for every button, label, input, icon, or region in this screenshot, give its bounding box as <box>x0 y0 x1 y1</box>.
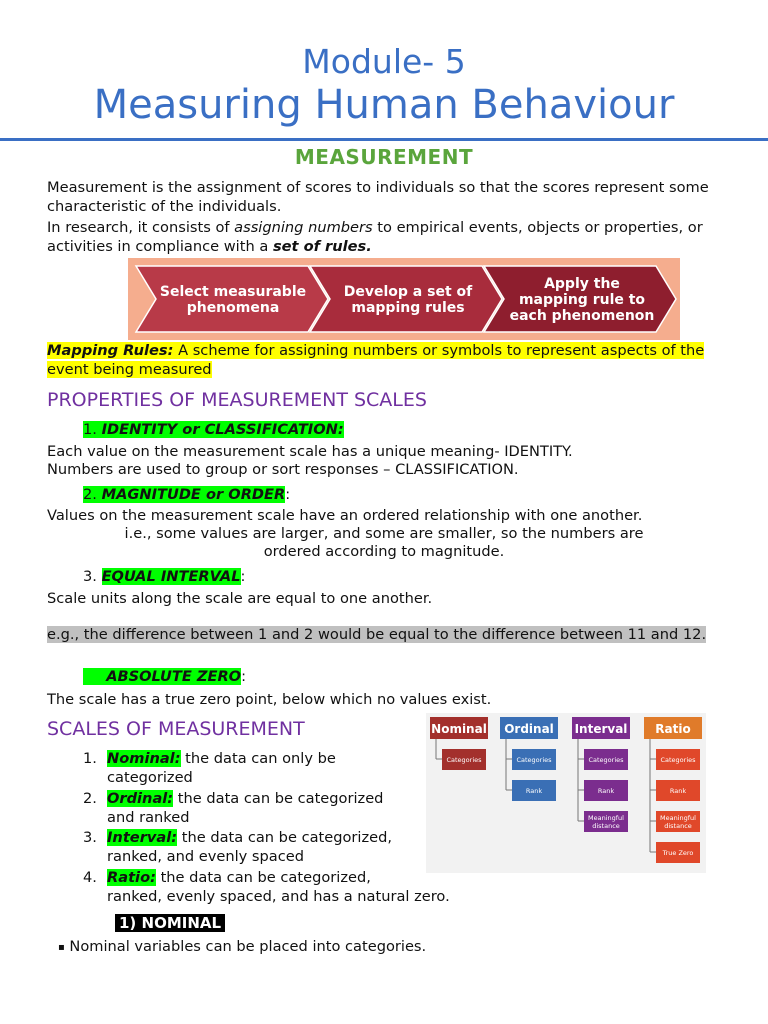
property-1-title: IDENTITY or CLASSIFICATION: <box>101 421 344 438</box>
flow-step-2-label: Develop a set of mapping rules <box>343 284 473 316</box>
intro-paragraph-1: Measurement is the assignment of scores to individuals so that the scores represent some characteristic of the individuals. <box>47 179 709 215</box>
property-3-number: 3. <box>83 568 97 585</box>
property-4-line-1: The scale has a true zero point, below which no values exist. <box>47 691 492 708</box>
ratio-item-label: True Zero <box>662 849 694 857</box>
scales-heading: SCALES OF MEASUREMENT <box>47 718 305 740</box>
mapping-rules <box>47 342 737 379</box>
scale-1-desc-2: categorized <box>107 768 193 786</box>
interval-item-label: distance <box>592 822 620 830</box>
nominal-header-label: Nominal <box>431 722 487 736</box>
flow-step-1-label: Select measurable phenomena <box>159 284 307 316</box>
scale-4-name: Ratio: <box>107 869 156 886</box>
bullet-square-icon: ▪ <box>58 942 65 953</box>
scale-item-ratio <box>83 869 503 906</box>
property-2-title: MAGNITUDE or ORDER <box>101 486 286 503</box>
ratio-header-label: Ratio <box>655 722 691 736</box>
property-2-line-3: ordered according to magnitude. <box>263 543 505 560</box>
ordinal-header-label: Ordinal <box>504 722 554 736</box>
property-2-number: 2. <box>83 486 97 503</box>
property-4-title: ABSOLUTE ZERO <box>106 668 242 685</box>
nominal-bullet <box>58 938 426 958</box>
scales-diagram <box>426 713 706 873</box>
scale-3-name: Interval: <box>107 829 178 846</box>
scale-2-name: Ordinal: <box>107 790 174 807</box>
ordinal-item-label: Categories <box>516 756 552 764</box>
interval-header-label: Interval <box>574 722 628 736</box>
property-1-line-2: Numbers are used to group or sort responses – CLASSIFICATION. <box>47 461 519 478</box>
ordinal-item-label: Rank <box>525 787 543 795</box>
scale-2-number: 2. <box>83 790 97 807</box>
module-label: Module- 5 <box>302 42 466 81</box>
scale-1-name: Nominal: <box>107 750 181 767</box>
scales-diagram-svg <box>426 713 706 873</box>
nominal-heading <box>115 914 225 932</box>
property-1-number: 1. <box>83 421 97 438</box>
ratio-item-label: Categories <box>660 756 696 764</box>
scale-item-nominal <box>83 750 423 787</box>
scale-4-number: 4. <box>83 869 97 886</box>
title-divider <box>0 138 768 141</box>
property-2-heading: 2. MAGNITUDE or ORDER: <box>83 486 291 503</box>
intro-p2-c: to empirical events, objects or properties, or activities in compliance with a <box>47 219 703 255</box>
ratio-item-label: distance <box>664 822 692 830</box>
property-3-line-1: Scale units along the scale are equal to one another. <box>47 590 433 607</box>
scale-3-desc-1: the data can be categorized, <box>177 829 393 846</box>
nominal-heading-text: 1) NOMINAL <box>115 914 225 932</box>
property-3-heading: 3. EQUAL INTERVAL: <box>83 568 246 585</box>
property-2-line-1: Values on the measurement scale have an ordered relationship with one another. <box>47 507 643 524</box>
mapping-rules-label: Mapping Rules: <box>47 342 174 359</box>
scale-1-number: 1. <box>83 750 97 767</box>
property-3-title: EQUAL INTERVAL <box>101 568 241 585</box>
scale-2-desc-1: the data can be categorized <box>173 790 384 807</box>
intro-p2-d: set of rules. <box>272 237 372 255</box>
properties-heading: PROPERTIES OF MEASUREMENT SCALES <box>47 389 427 411</box>
property-4-heading: ABSOLUTE ZERO: <box>83 668 246 685</box>
scale-1-desc-1: the data can only be <box>180 750 336 767</box>
scale-item-ordinal <box>83 790 423 827</box>
measurement-flow-diagram <box>128 258 680 340</box>
nominal-bullet-text: Nominal variables can be placed into categories. <box>69 938 427 955</box>
property-2-line-2: i.e., some values are larger, and some are smaller, so the numbers are <box>124 525 644 542</box>
flow-step-3-label: Apply the mapping rule to each phenomenon <box>509 276 655 324</box>
mapping-rules-text: A scheme for assigning numbers or symbols to represent aspects of the event being measured <box>47 342 705 378</box>
intro-p2-a: In research, it consists of <box>47 219 235 236</box>
scale-3-desc-2: ranked, and evenly spaced <box>107 847 304 865</box>
scale-item-interval <box>83 829 423 866</box>
property-3-example <box>47 626 719 645</box>
interval-item-label: Meaningful <box>588 814 624 822</box>
scale-4-desc-2: ranked, evenly spaced, and has a natural zero. <box>107 887 450 905</box>
scale-3-number: 3. <box>83 829 97 846</box>
section-title: MEASUREMENT <box>294 145 474 169</box>
nominal-item-label: Categories <box>446 756 482 764</box>
intro-p2-b: assigning numbers <box>234 219 373 236</box>
property-1-line-1: Each value on the measurement scale has a unique meaning- IDENTITY. <box>47 443 573 460</box>
page-title: Measuring Human Behaviour <box>93 82 675 128</box>
intro-paragraph-2 <box>47 219 737 256</box>
ratio-item-label: Rank <box>669 787 687 795</box>
interval-item-label: Rank <box>597 787 615 795</box>
scale-2-desc-2: and ranked <box>107 808 190 826</box>
property-3-example-text: e.g., the difference between 1 and 2 would be equal to the difference between 11 and 12. <box>47 626 707 643</box>
interval-item-label: Categories <box>588 756 624 764</box>
ratio-item-label: Meaningful <box>660 814 696 822</box>
scale-4-desc-1: the data can be categorized, <box>155 869 371 886</box>
property-1-heading <box>83 421 344 438</box>
